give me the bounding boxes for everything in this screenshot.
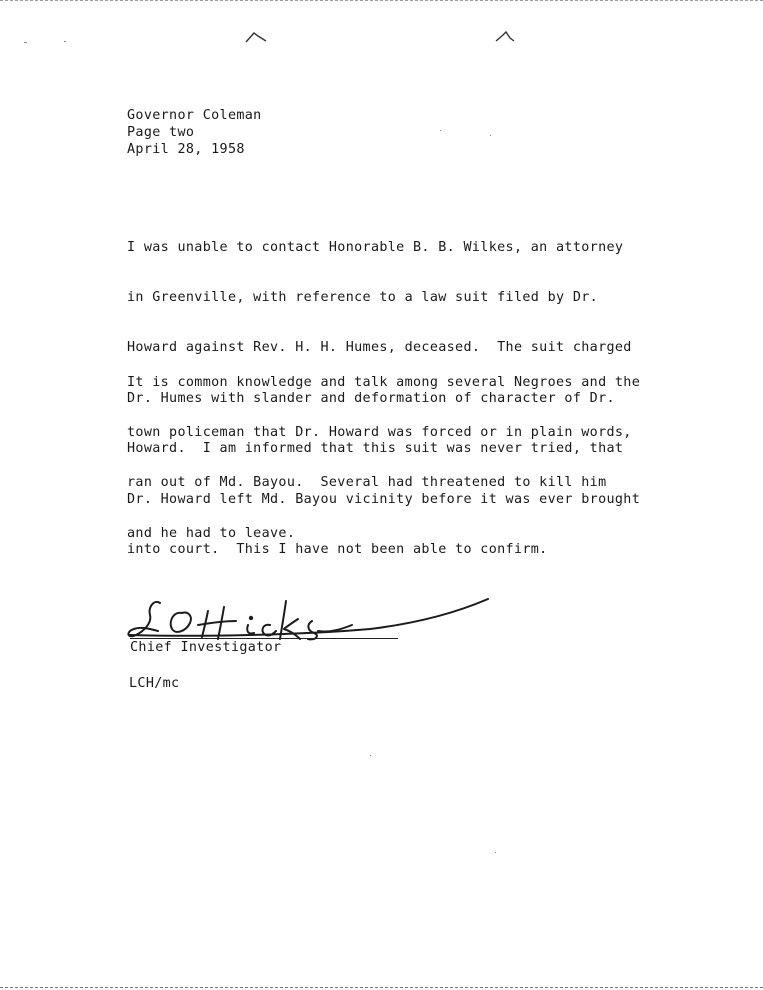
letter-header <box>127 107 262 158</box>
speck <box>490 135 491 136</box>
paragraph-line: Dr. Humes with slander and deformation of character of Dr. <box>127 390 615 406</box>
paragraph-2 <box>127 341 640 576</box>
recipient-line: Governor Coleman <box>127 108 262 123</box>
staple-mark-left <box>244 30 270 46</box>
paragraph-line: I was unable to contact Honorable B. B. Wilkes, an attorney <box>127 239 624 255</box>
paragraph-line: It is common knowledge and talk among several Negroes and the <box>127 374 641 390</box>
page-bottom-edge <box>0 987 763 988</box>
speck <box>495 852 496 853</box>
paragraph-line: Dr. Howard left Md. Bayou vicinity before it was ever brought <box>127 491 641 507</box>
page-number-line: Page two <box>127 125 195 140</box>
paragraph-line: Howard. I am informed that this suit was never tried, that <box>127 441 624 457</box>
signer-title: Chief Investigator <box>130 640 282 655</box>
speck <box>440 130 441 131</box>
paragraph-line: town policeman that Dr. Howard was forced or in plain words, <box>127 424 632 440</box>
paragraph-line: and he had to leave. <box>127 525 296 541</box>
speck <box>64 41 66 42</box>
staple-mark-right <box>494 30 520 46</box>
speck <box>370 755 371 756</box>
signature-line <box>130 638 398 639</box>
page-top-edge <box>0 0 763 1</box>
paragraph-line: in Greenville, with reference to a law suit filed by Dr. <box>127 289 599 305</box>
paragraph-line: Howard against Rev. H. H. Humes, deceased. The suit charged <box>127 340 632 356</box>
reference-initials: LCH/mc <box>129 676 180 691</box>
date-line: April 28, 1958 <box>127 142 245 157</box>
speck <box>24 42 27 43</box>
paragraph-line: ran out of Md. Bayou. Several had threatened to kill him <box>127 475 607 491</box>
paragraph-line: into court. This I have not been able to confirm. <box>127 541 548 557</box>
